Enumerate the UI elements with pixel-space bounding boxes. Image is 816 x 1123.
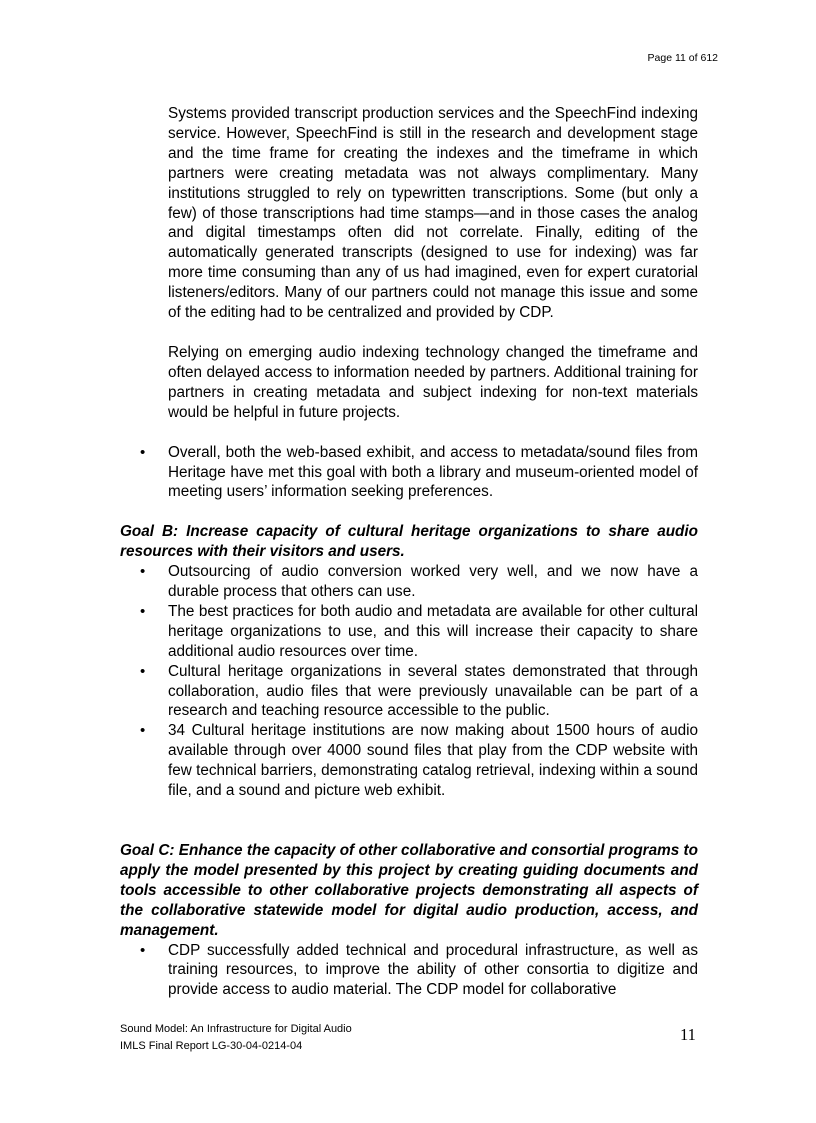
list-item-text: 34 Cultural heritage institutions are now making about 1500 hours of audio available through over 4000 sound files that play from the CDP website with few technical barriers, demonstrating catalog retrieval, indexing within a sound file, and a sound and picture web exhibit. — [168, 722, 698, 800]
list-item-text: Overall, both the web-based exhibit, and access to metadata/sound files from Heritage have met this goal with both a library and museum-oriented model of meeting users’ information seeking preferences. — [168, 443, 698, 501]
intro-paragraph: Relying on emerging audio indexing technology changed the timeframe and often delayed access to information needed by partners. Additional training for partners in creating metadata and subject indexing for non-text materials would be helpful in future projects. — [168, 343, 698, 421]
bullet-icon: • — [140, 662, 146, 680]
list-item — [120, 562, 698, 602]
intro-paragraph: Systems provided transcript production services and the SpeechFind indexing service. However, SpeechFind is still in the research and development stage and the time frame for creating the indexes and the timeframe in which partners were creating metadata was not always complimentary. Many institutions struggled to rely on typewritten transcriptions. Some (but only a few) of those transcriptions had time stamps—and in those cases the analog and digital timestamps often did not correlate. Finally, editing of the automatically generated transcripts (designed to use for indexing) was far more time consuming than any of us had imagined, even for expert curatorial listeners/editors. Many of our partners could not manage this issue and some of the editing had to be centralized and provided by CDP. — [168, 105, 698, 322]
bullet-icon: • — [140, 563, 146, 581]
list-item — [120, 662, 698, 722]
goal-c-bullet-list — [120, 941, 698, 1001]
list-item-text: CDP successfully added technical and procedural infrastructure, as well as training resources, to improve the ability of other consortia to digitize and provide access to audio material. The CDP model for collaborative — [168, 941, 698, 999]
list-item — [120, 941, 698, 1001]
bullet-icon: • — [140, 602, 146, 620]
list-item-text: The best practices for both audio and metadata are available for other cultural heritage organizations to use, and this will increase their capacity to share additional audio resources over time. — [168, 602, 698, 660]
page-header: Page 11 of 612 — [647, 52, 718, 64]
footer-title: Sound Model: An Infrastructure for Digital Audio — [120, 1023, 352, 1035]
list-item-text: Outsourcing of audio conversion worked very well, and we now have a durable process that others can use. — [168, 563, 698, 601]
list-item-text: Cultural heritage organizations in several states demonstrated that through collaboration, audio files that were previously unavailable can be part of a research and teaching resource accessible to the public. — [168, 662, 698, 720]
list-item — [120, 602, 698, 662]
goal-b-heading: Goal B: Increase capacity of cultural heritage organizations to share audio resources with their visitors and users. — [120, 523, 698, 561]
goal-b-bullet-list — [120, 562, 698, 801]
bullet-icon: • — [140, 941, 146, 959]
page-footer — [120, 1021, 352, 1055]
goal-a-bullet-list — [120, 443, 698, 503]
bullet-icon: • — [140, 722, 146, 740]
list-item — [120, 721, 698, 801]
bullet-icon: • — [140, 443, 146, 461]
footer-report-id: IMLS Final Report LG-30-04-0214-04 — [120, 1040, 303, 1052]
document-body — [120, 104, 698, 1000]
goal-c-heading: Goal C: Enhance the capacity of other collaborative and consortial programs to apply the model presented by this project by creating guiding documents and tools accessible to other collaborative projects demonstrating all aspects of the collaborative statewide model for digital audio production, access, and management. — [120, 842, 698, 939]
page-number: 11 — [680, 1025, 696, 1044]
list-item — [120, 443, 698, 503]
